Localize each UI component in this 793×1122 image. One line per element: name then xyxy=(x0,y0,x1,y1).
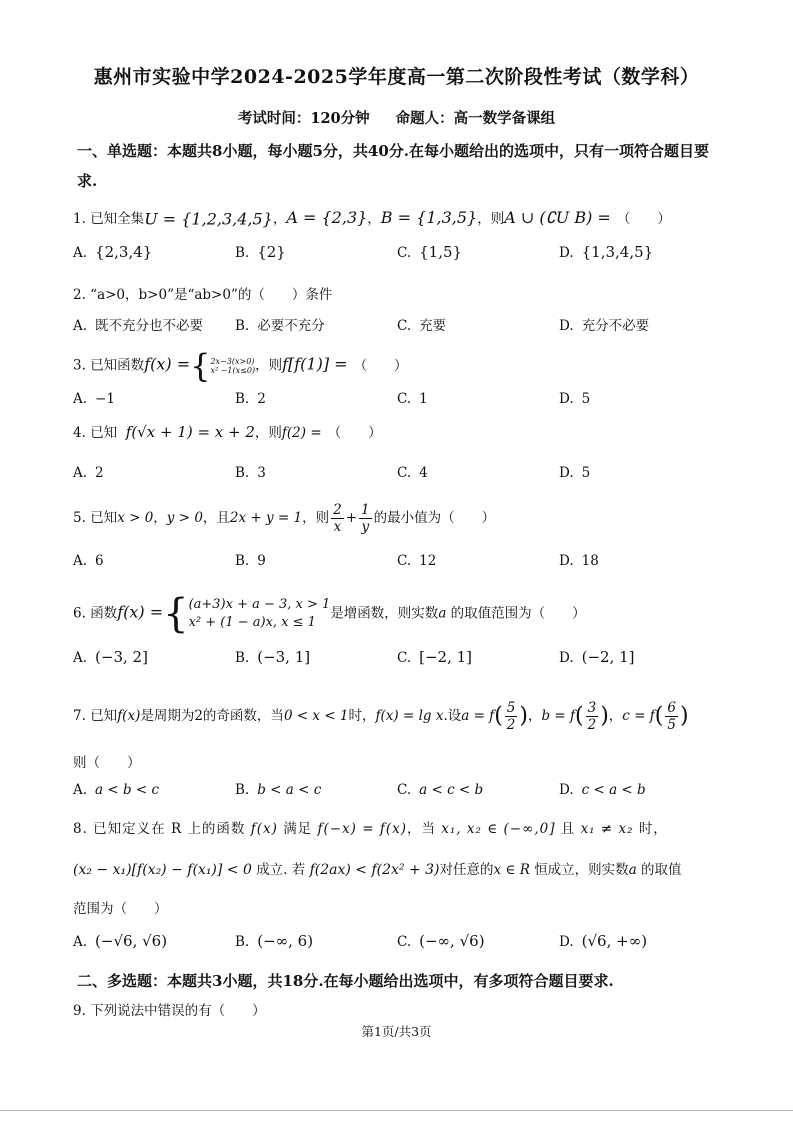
option-d[interactable]: D. 18 xyxy=(559,553,599,569)
set-u: U = {1,2,3,4,5} xyxy=(144,209,273,229)
section-single-choice: 一、单选题：本题共8小题，每小题5分，共40分.在每小题给出的选项中，只有一项符合题目要求. xyxy=(77,142,709,190)
question-text: .设 xyxy=(443,708,462,724)
option-a[interactable]: A. a < b < c xyxy=(73,782,160,798)
question-text: ，则 xyxy=(255,357,283,374)
question-6 xyxy=(73,591,723,637)
question-text: 是周期为2的奇函数，当 xyxy=(140,708,284,724)
options-q6 xyxy=(73,648,733,674)
question-1: 1. 已知全集U = {1,2,3,4,5}，A = {2,3}，B = {1,3,5}，则A ∪ (∁U B) = （ ） xyxy=(73,208,671,229)
inequality: f(2ax) < f(2x² + 3) xyxy=(309,862,440,878)
question-text: ，且 xyxy=(202,510,230,526)
fraction: $\frac{2}{x}$ xyxy=(333,502,342,535)
option-a[interactable]: A. (−√6, √6) xyxy=(73,932,168,950)
option-b[interactable]: B. (−∞, 6) xyxy=(235,932,314,950)
question-8-line-2: (x₂ − x₁)[f(x₂) − f(x₁)] < 0 成立. 若 f(2ax) < f(2x² + 3)对任意的x ∈ R 恒成立，则实数a 的取值 xyxy=(73,862,682,878)
option-b[interactable]: B. 必要不充分 xyxy=(235,318,325,334)
expression: f[f(1)] = xyxy=(282,354,348,374)
question-text: 时， xyxy=(348,708,376,724)
option-c[interactable]: C. a < c < b xyxy=(397,782,484,798)
expression: f(2) = xyxy=(281,425,322,441)
exam-author: 命题人：高一数学备课组 xyxy=(395,110,556,127)
piecewise-cases: 2x−3(x>0) x² −1(x≤0) xyxy=(210,357,256,375)
options-q4 xyxy=(73,465,733,491)
real-set: R xyxy=(170,821,183,837)
inequality: (x₂ − x₁)[f(x₂) − f(x₁)] < 0 xyxy=(73,862,252,878)
options-q7 xyxy=(73,782,733,808)
option-c[interactable]: C. 充要 xyxy=(397,318,447,334)
brace: { xyxy=(190,347,211,385)
option-c[interactable]: C. 1 xyxy=(397,391,428,407)
brace: { xyxy=(163,591,189,637)
condition: 2x + y = 1 xyxy=(229,510,303,526)
condition: x₁, x₂ ∈ (−∞,0] xyxy=(441,821,556,837)
option-c[interactable]: C. 4 xyxy=(397,465,428,481)
option-c[interactable]: C. (−∞, √6) xyxy=(397,932,485,950)
expression-a: a = f xyxy=(461,708,495,724)
option-b[interactable]: B. 3 xyxy=(235,465,266,481)
options-q8 xyxy=(73,932,733,958)
question-text: 的取值范围为（ ） xyxy=(450,605,586,622)
question-number: 6. xyxy=(73,605,86,622)
question-number: 3. xyxy=(73,357,86,374)
question-text: 的最小值为（ ） xyxy=(373,510,496,526)
option-c[interactable]: C. {1,5} xyxy=(397,243,463,261)
fraction: $\frac{1}{y}$ xyxy=(361,502,370,535)
question-2: 2. “a>0，b>0”是“ab>0”的（ ）条件 xyxy=(73,287,333,303)
question-8-line-3: 范围为（ ） xyxy=(73,901,168,917)
fraction: $\frac{3}{2}$ xyxy=(587,700,597,733)
condition: 0 < x < 1 xyxy=(283,708,349,724)
question-text: 已知 xyxy=(90,708,118,724)
option-d[interactable]: D. (√6, +∞) xyxy=(559,932,648,950)
option-a[interactable]: A. {2,3,4} xyxy=(73,243,153,261)
question-9: 9. 下列说法中错误的有（ ） xyxy=(73,1003,266,1019)
option-a[interactable]: A. 6 xyxy=(73,553,104,569)
question-number: 4. xyxy=(73,425,86,441)
question-number: 7. xyxy=(73,708,86,724)
option-b[interactable]: B. (−3, 1] xyxy=(235,648,311,666)
function-name: f(x) xyxy=(117,708,141,724)
question-number: 5. xyxy=(73,510,86,526)
exam-subtitle xyxy=(0,107,793,128)
function-name: f(x) = xyxy=(144,354,191,374)
expression-b: b = f xyxy=(541,708,576,724)
options-q5 xyxy=(73,553,733,579)
option-c[interactable]: C. [−2, 1] xyxy=(397,648,473,666)
question-8-line-1: 8. 已知定义在 R 上的函数 f(x) 满足 f(−x) = f(x)，当 x₁, x₂ ∈ (−∞,0] 且 x₁ ≠ x₂ 时， xyxy=(73,821,668,837)
option-d[interactable]: D. 5 xyxy=(559,465,591,481)
condition: x > 0 xyxy=(117,510,154,526)
question-text: 则 xyxy=(490,211,505,227)
question-7-ask: 则（ ） xyxy=(73,755,141,771)
question-text: 已知 xyxy=(90,425,118,441)
fraction: $\frac{6}{5}$ xyxy=(667,700,676,733)
condition: y > 0 xyxy=(166,510,203,526)
options-q3 xyxy=(73,391,733,417)
question-3 xyxy=(73,347,723,385)
expression: A ∪ (∁U B) = xyxy=(504,208,611,227)
options-q1 xyxy=(73,243,733,269)
question-7: 7. 已知f(x)是周期为2的奇函数，当0 < x < 1时，f(x) = lg x.设a = f( $\frac{5}{2}$ )，b = f( $\frac{3}{2}$ )，c = f( $\frac{6}{5}$ ) xyxy=(73,700,689,733)
option-a[interactable]: A. 2 xyxy=(73,465,104,481)
question-5: 5. 已知x > 0，y > 0，且2x + y = 1，则 $\frac{2}{x}$ + $\frac{1}{y}$ 的最小值为（ ） xyxy=(73,502,496,535)
question-number: 1. xyxy=(73,211,86,227)
option-c[interactable]: C. 12 xyxy=(397,553,437,569)
piecewise-cases: (a+3)x + a − 3, x > 1 x² + (1 − a)x, x ≤ 1 xyxy=(188,597,331,630)
question-text: 已知 xyxy=(90,510,118,526)
section-multi-choice: 二、多选题：本题共3小题，共18分.在每小题给出选项中，有多项符合题目要求. xyxy=(77,972,614,990)
option-a[interactable]: A. (−3, 2] xyxy=(73,648,148,666)
page-footer: 第1页/共3页 xyxy=(361,1024,432,1039)
function-name: f(x) = xyxy=(117,602,164,622)
question-text: ，则 xyxy=(254,425,282,441)
option-b[interactable]: B. b < a < c xyxy=(235,782,322,798)
question-text: 已知函数 xyxy=(90,357,145,374)
expression: f(√x + 1) = x + 2 xyxy=(125,423,255,441)
variable: a xyxy=(438,605,447,622)
answer-blank: （ ） xyxy=(327,425,382,441)
question-text: 是增函数，则实数 xyxy=(330,605,439,622)
question-text: 已知全集 xyxy=(90,211,145,227)
plus-sign: + xyxy=(345,510,358,526)
exam-time: 考试时间：120分钟 xyxy=(237,110,370,127)
option-d[interactable]: D. c < a < b xyxy=(559,782,646,798)
option-a[interactable]: A. 既不充分也不必要 xyxy=(73,318,204,334)
option-a[interactable]: A. −1 xyxy=(73,391,115,407)
option-b[interactable]: B. {2} xyxy=(235,243,286,261)
question-text: ，则 xyxy=(302,510,330,526)
set-a: A = {2,3} xyxy=(286,208,368,227)
page-bottom-divider xyxy=(0,1110,793,1111)
expression-c: c = f xyxy=(622,708,655,724)
question-4 xyxy=(73,421,723,444)
option-b[interactable]: B. 2 xyxy=(235,391,266,407)
set-b: B = {1,3,5} xyxy=(380,208,478,227)
option-d[interactable]: D. 充分不必要 xyxy=(559,318,650,334)
options-q2 xyxy=(73,314,733,340)
option-b[interactable]: B. 9 xyxy=(235,553,266,569)
question-text: 函数 xyxy=(90,605,118,622)
option-d[interactable]: D. (−2, 1] xyxy=(559,648,635,666)
condition: f(−x) = f(x) xyxy=(317,821,407,837)
answer-blank: （ ） xyxy=(616,211,671,227)
option-d[interactable]: D. {1,3,4,5} xyxy=(559,243,654,261)
exam-title: 惠州市实验中学2024-2025学年度高一第二次阶段性考试（数学科） xyxy=(93,66,700,88)
fraction: $\frac{5}{2}$ xyxy=(506,700,516,733)
option-d[interactable]: D. 5 xyxy=(559,391,591,407)
definition: f(x) = lg x xyxy=(375,708,444,724)
answer-blank: （ ） xyxy=(353,357,408,374)
